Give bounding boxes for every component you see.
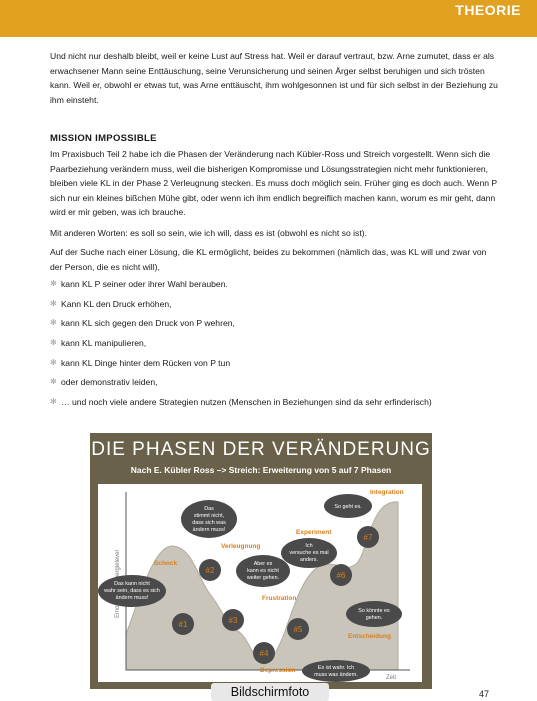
list-item-text: Kann KL den Druck erhöhen, bbox=[61, 298, 172, 309]
speech-bubble-2 bbox=[181, 500, 237, 538]
speech-bubble-6 bbox=[346, 601, 402, 627]
marker-label: #6 bbox=[336, 571, 346, 580]
list-item-text: kann KL manipulieren, bbox=[61, 338, 147, 349]
marker-label: #2 bbox=[205, 566, 215, 575]
list-item-text: kann KL Dinge hinter dem Rücken von P tun bbox=[61, 357, 231, 368]
bubble-line: So geht es. bbox=[334, 504, 362, 510]
bubble-line: gehen. bbox=[365, 615, 383, 621]
list-item bbox=[50, 338, 510, 358]
figure-title: DIE PHASEN DER VERÄNDERUNG bbox=[91, 439, 431, 460]
marker-2 bbox=[199, 559, 221, 581]
bubble-line: weiter gehen. bbox=[246, 575, 280, 581]
section-heading: MISSION IMPOSSIBLE bbox=[50, 133, 157, 144]
bubble-line: anders. bbox=[300, 557, 318, 563]
asterisk-bullet-icon: ✻ bbox=[50, 279, 57, 288]
bubble-line: muss was ändern. bbox=[314, 672, 358, 678]
list-item-text: kann KL sich gegen den Druck von P wehren, bbox=[61, 318, 235, 329]
phase-label-depression: Depression bbox=[260, 667, 296, 674]
marker-7 bbox=[357, 526, 379, 548]
list-item bbox=[50, 377, 510, 397]
list-item-text: … und noch viele andere Strategien nutzen (Menschen in Beziehungen sind da sehr erfinderisch) bbox=[61, 397, 432, 408]
list-item bbox=[50, 279, 510, 299]
bubble-line: Es ist wahr. Ich bbox=[317, 665, 355, 671]
list-item-text: oder demonstrativ leiden, bbox=[61, 377, 158, 388]
screenshot-caption: Bildschirmfoto bbox=[211, 683, 329, 701]
marker-1 bbox=[172, 613, 194, 635]
marker-label: #4 bbox=[259, 649, 269, 658]
speech-bubble-5 bbox=[281, 538, 337, 568]
list-item bbox=[50, 318, 510, 338]
asterisk-bullet-icon: ✻ bbox=[50, 298, 57, 308]
x-axis-label: Zeit bbox=[386, 675, 397, 681]
list-item bbox=[50, 299, 510, 319]
speech-bubble-3 bbox=[236, 555, 290, 587]
asterisk-bullet-icon: ✻ bbox=[50, 357, 57, 367]
bubble-line: ändern muss! bbox=[115, 595, 149, 601]
list-item bbox=[50, 358, 510, 378]
phases-figure bbox=[90, 433, 432, 689]
other-words-paragraph: Mit anderen Worten: es soll so sein, wie ich will, dass es ist (obwohl es nicht so ist). bbox=[50, 228, 367, 238]
bubble-line: dass sich was bbox=[192, 520, 226, 526]
speech-bubble-1 bbox=[98, 575, 166, 607]
search-paragraph: Auf der Suche nach einer Lösung, die KL ermöglicht, beides zu bekommen (nämlich das, was KL will und zwar von der Person, die es nicht will), bbox=[50, 247, 487, 272]
section-header-band bbox=[0, 0, 537, 37]
phase-label-integration: Integration bbox=[370, 489, 404, 496]
figure-subtitle: Nach E. Kübler Ross –> Streich: Erweiterung von 5 auf 7 Phasen bbox=[130, 465, 392, 475]
section-label: THEORIE bbox=[455, 2, 521, 18]
bubble-line: stimmt nicht, bbox=[193, 513, 225, 519]
phase-label-verleugnung: Verleugnung bbox=[221, 543, 261, 550]
asterisk-bullet-icon: ✻ bbox=[50, 338, 57, 348]
marker-label: #7 bbox=[363, 533, 373, 542]
marker-3 bbox=[222, 609, 244, 631]
list-item bbox=[50, 397, 510, 417]
marker-4 bbox=[253, 642, 275, 664]
asterisk-bullet-icon: ✻ bbox=[50, 397, 57, 407]
bubble-line: wahr sein, dass es sich bbox=[104, 588, 160, 594]
phase-label-experiment: Experiment bbox=[296, 529, 332, 536]
marker-label: #5 bbox=[293, 625, 303, 634]
bubble-line: versuche es mal bbox=[289, 550, 329, 556]
marker-label: #3 bbox=[228, 616, 238, 625]
list-item-text: kann KL P seiner oder ihrer Wahl berauben. bbox=[61, 279, 228, 289]
marker-5 bbox=[287, 618, 309, 640]
page-number: 47 bbox=[478, 689, 489, 699]
speech-bubble-7 bbox=[324, 494, 372, 518]
phase-label-entscheidung: Entscheidung bbox=[348, 633, 391, 640]
diagram-panel bbox=[98, 484, 422, 682]
phases-diagram bbox=[98, 484, 422, 682]
speech-bubble-4 bbox=[302, 660, 370, 682]
asterisk-bullet-icon: ✻ bbox=[50, 377, 57, 387]
bubble-line: Aber es bbox=[253, 561, 273, 567]
asterisk-bullet-icon: ✻ bbox=[50, 318, 57, 328]
marker-6 bbox=[330, 564, 352, 586]
bubble-line: Das bbox=[204, 506, 214, 512]
bubble-line: So könnte es bbox=[358, 608, 390, 614]
strategy-list bbox=[50, 279, 510, 417]
phase-label-frustration: Frustration bbox=[262, 595, 297, 602]
mission-paragraph: Im Praxisbuch Teil 2 habe ich die Phasen der Veränderung nach Kübler-Ross und Streich vorgestellt. Wenn sich die Paarbeziehung verändern muss, weil die bisherigen Kompromisse und Lösungsstrategien nicht mehr funktionieren, bleiben viele KL in der Phase 2 Verleugnung stecken. Es muss doch möglich sein. Früher ging es doch auch. Wenn P sich nur ein kleines bißchen Mühe gibt, oder wenn ich ihm endlich begreiflich machen kann, worum es mir geht, dann wird er mir geben, was ich brauche. bbox=[50, 149, 497, 218]
intro-paragraph: Und nicht nur deshalb bleibt, weil er keine Lust auf Stress hat. Weil er darauf vertraut, bzw. Arne zumutet, dass er als erwachsener Mann seine Enttäuschung, seine Verunsicherung und seinen Ärger selbst beruhigen und sich trösten kann. Weil er, obwohl er etwas tut, was Arne enttäuscht, ihm wohlgesonnen ist und für sich selbst in der Beziehung zu ihm einsteht. bbox=[50, 51, 498, 105]
bubble-line: ändern muss! bbox=[192, 527, 226, 533]
bubble-line: Ich bbox=[305, 543, 313, 549]
bubble-line: kann es nicht bbox=[247, 568, 279, 574]
bubble-line: Das kann nicht bbox=[114, 581, 150, 587]
phase-label-schock: Schock bbox=[154, 560, 178, 567]
marker-label: #1 bbox=[178, 620, 188, 629]
